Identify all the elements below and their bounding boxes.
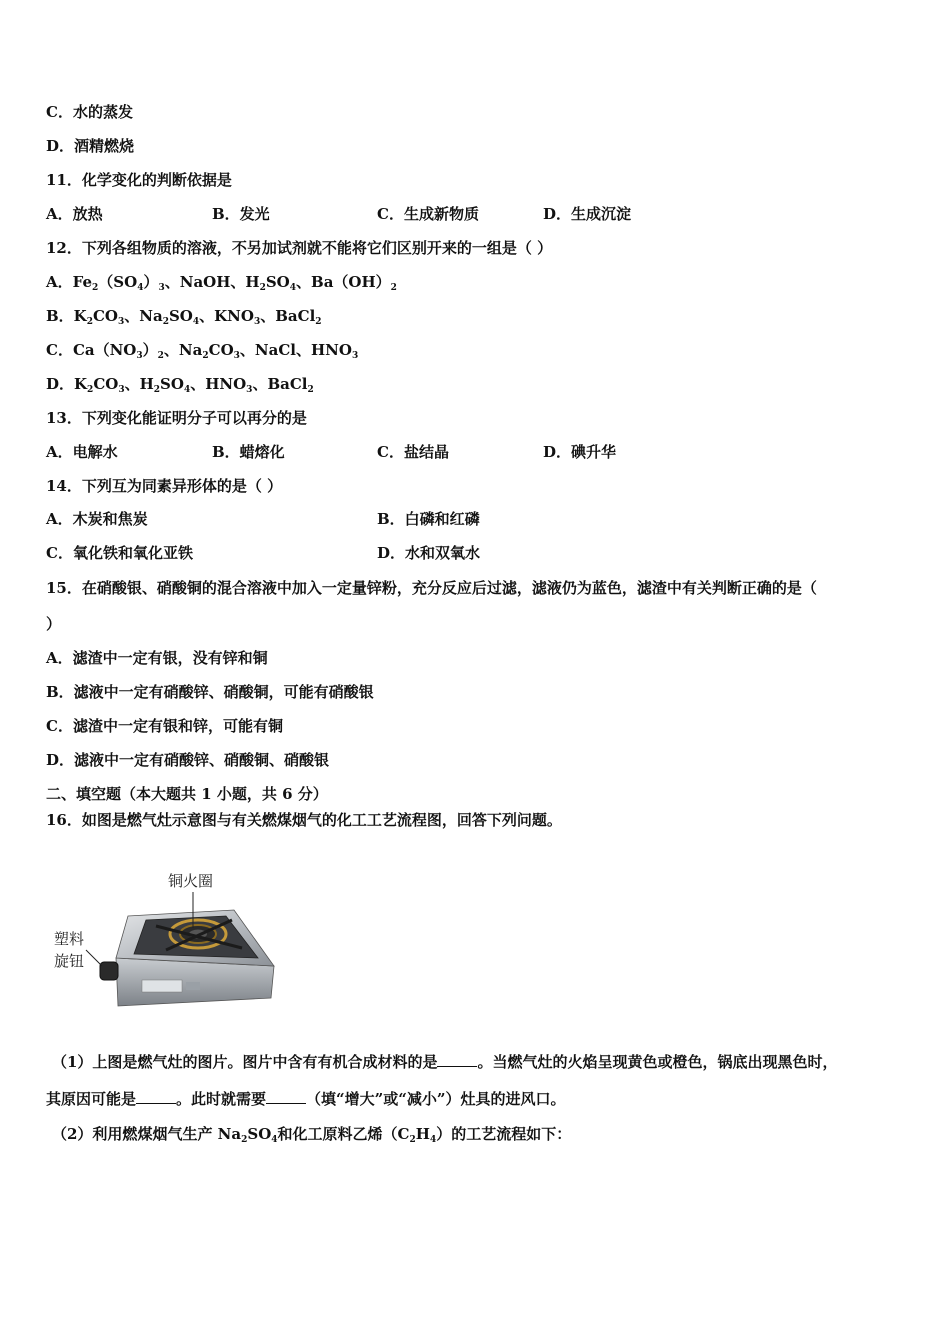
- question-13: 13．下列变化能证明分子可以再分的是: [46, 409, 307, 427]
- q15-option-b: B．滤液中一定有硝酸锌、硝酸铜，可能有硝酸银: [46, 683, 374, 701]
- q15-option-d: D．滤液中一定有硝酸锌、硝酸铜、硝酸银: [46, 751, 330, 769]
- q13-option-c: C．盐结晶: [377, 443, 449, 461]
- label-copper-ring: 铜火圈: [168, 872, 214, 890]
- q12-option-a: A．$Fe_2(SO_4)_3$、NaOH、$H_2SO_4$、$Ba(OH)_2$: [46, 273, 397, 293]
- q11-option-d: D．生成沉淀: [543, 205, 632, 223]
- label-plastic-knob-line2: 旋钮: [54, 952, 85, 970]
- option-c-water-evaporation: C．水的蒸发: [46, 103, 133, 121]
- answer-blank-2[interactable]: [136, 1091, 176, 1104]
- q12-option-d: D．$K_2CO_3$、$H_2SO_4$、$HNO_3$、BaCl$_2$: [46, 375, 314, 395]
- q15-option-c: C．滤渣中一定有银和锌，可能有铜: [46, 717, 283, 735]
- q16-part1-line2: 其原因可能是 。此时就需要 （填“增大”或“减小”）灶具的进风口。: [46, 1090, 566, 1108]
- label-plastic-knob-line1: 塑料: [54, 930, 85, 948]
- answer-blank-1[interactable]: [437, 1054, 477, 1067]
- q13-option-a: A．电解水: [46, 443, 118, 461]
- option-d-alcohol-burning: D．酒精燃烧: [46, 137, 135, 155]
- question-16: 16．如图是燃气灶示意图与有关燃煤烟气的化工工艺流程图，回答下列问题。: [46, 811, 562, 829]
- q13-option-b: B．蜡熔化: [212, 443, 285, 461]
- question-11: 11．化学变化的判断依据是: [46, 171, 232, 189]
- question-12: 12．下列各组物质的溶液，不另加试剂就不能将它们区别开来的一组是（ ）: [46, 239, 553, 257]
- gas-stove-figure: [46, 858, 286, 1018]
- q13-option-d: D．碘升华: [543, 443, 617, 461]
- q14-option-c: C．氧化铁和氧化亚铁: [46, 544, 193, 562]
- answer-blank-3[interactable]: [266, 1091, 306, 1104]
- q11-option-c: C．生成新物质: [377, 205, 479, 223]
- q14-option-a: A．木炭和焦炭: [46, 510, 148, 528]
- q11-option-b: B．发光: [212, 205, 270, 223]
- q15-option-a: A．滤渣中一定有银，没有锌和铜: [46, 649, 268, 667]
- q16-part1-line1: （1）上图是燃气灶的图片。图片中含有有机合成材料的是 。当燃气灶的火焰呈现黄色或橙色，锅底出现黑色时，: [52, 1053, 838, 1071]
- question-15-close-paren: ）: [46, 615, 62, 633]
- q16-part2: （2）利用燃煤烟气生产 $Na_2SO_4$和化工原料乙烯$(C_2H_4)$的工艺流程如下：: [52, 1125, 572, 1145]
- q12-option-b: B．$K_2CO_3$、$Na_2SO_4$、$KNO_3$、BaCl$_2$: [46, 307, 322, 327]
- q12-option-c: C．$Ca(NO_3)_2$、$Na_2CO_3$、NaCl、$HNO_3$: [46, 341, 359, 361]
- question-15: 15．在硝酸银、硝酸铜的混合溶液中加入一定量锌粉，充分反应后过滤，滤液仍为蓝色，滤渣中有关判断正确的是（: [46, 579, 817, 597]
- q14-option-b: B．白磷和红磷: [377, 510, 480, 528]
- question-14: 14．下列互为同素异形体的是（ ）: [46, 477, 283, 495]
- q11-option-a: A．放热: [46, 205, 103, 223]
- section-2-heading: 二、填空题（本大题共 1 小题，共 6 分）: [46, 785, 328, 803]
- q14-option-d: D．水和双氧水: [377, 544, 481, 562]
